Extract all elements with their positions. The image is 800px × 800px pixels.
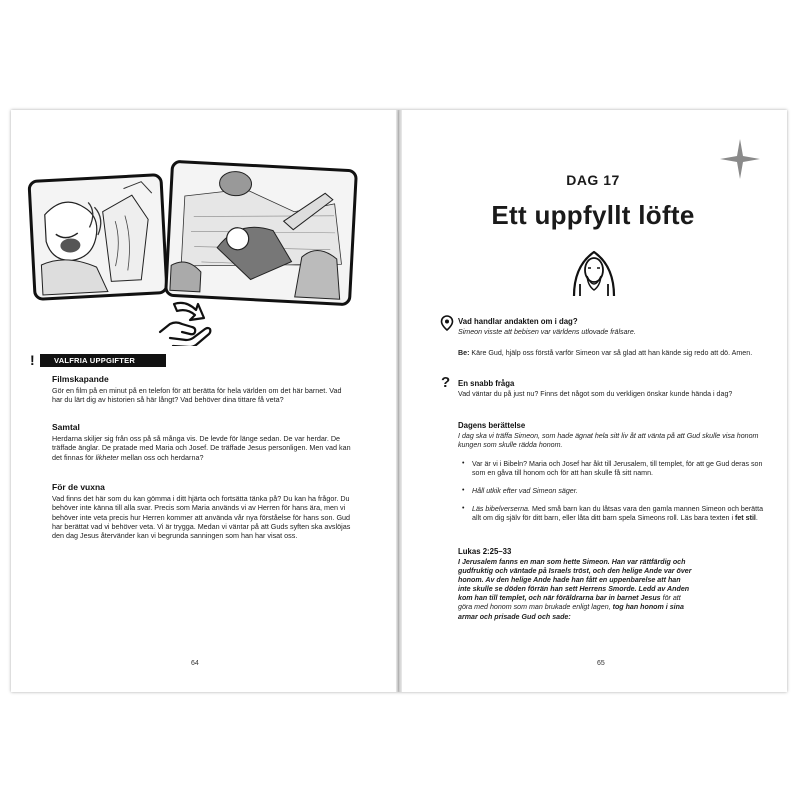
story-intro: I dag ska vi träffa Simeon, som hade ägnat hela sitt liv åt att vänta på att Gud skulle visa honom kungen som skulle rädda honom.: [458, 432, 759, 450]
simeon-portrait-icon: [566, 242, 622, 300]
illustration-panel-shepherd: [26, 172, 170, 302]
illustration-panel-crowd: [163, 160, 359, 306]
about-body: Simeon visste att bebisen var världens utlovade frälsare.: [458, 328, 636, 336]
page-title: Ett uppfyllt löfte: [491, 200, 695, 230]
story-bullet-3: Läs bibelverserna. Med små barn kan du låtsas vara den gamla mannen Simeon och berätta allt om dig själv för ditt barn, eller låta ditt barn spela Simeons roll. Läs bara texten i fet stil.: [472, 505, 764, 523]
section-body-for-adults: Vad finns det här som du kan gömma i ditt hjärta och fortsätta tänka på? Du kan ha frågor. Du behöver inte känna till alla svar. Precis som Maria används vi av Herren för hans ära, men vi behöver inte veta precis hur Herren kommer att använda vår nya förståelse för hans son. Gud har berättat vad vi behöver veta. Vi är trygga. Medan vi väntar på att Guds syften ska avslöjas den dag Jesus återvänder kan vi begrunda sanningen som han har visat oss.: [52, 494, 351, 541]
scripture-line: armar och prisade Gud och sade:: [458, 612, 571, 621]
scripture-reference: Lukas 2:25–33: [458, 547, 512, 556]
scripture-line: göra med honom som man brukade enligt lagen, tog han honom i sina: [458, 603, 684, 612]
day-label: DAG 17: [566, 172, 620, 188]
page-number-left: 64: [191, 660, 199, 667]
scripture-line: honom. Av den helige Ande hade han fått en uppenbarelse att han: [458, 576, 681, 585]
bullet-dot: •: [462, 460, 465, 467]
book-spine: [396, 110, 402, 692]
page-number-right: 65: [597, 660, 605, 667]
bullet-dot: •: [462, 487, 465, 494]
scripture-text: [458, 558, 768, 622]
section-body-filmmaking: Gör en film på en minut på en telefon för att berätta för hela världen om det här barnet. Vad har du lärt dig av historien så här långt? Vad behöver dina tittare få veta?: [52, 386, 342, 405]
about-heading: Vad handlar andakten om i dag?: [458, 317, 578, 326]
prayer-text: Be: Käre Gud, hjälp oss förstå varför Simeon var så glad att han kände sig redo att dö. Amen.: [458, 349, 753, 357]
question-mark-icon: ?: [441, 374, 451, 391]
quick-question-body: Vad väntar du på just nu? Finns det något som du verkligen önskar kunde hända i dag?: [458, 390, 733, 398]
scripture-line: inte skulle se döden förrän han sett Herrens Smorde. Ledd av Anden: [458, 585, 690, 594]
story-bullet-2: Håll utkik efter vad Simeon säger.: [472, 487, 578, 495]
hand-share-icon: [156, 298, 214, 346]
location-pin-icon: [440, 315, 454, 331]
exclamation-icon: !: [30, 352, 35, 368]
section-heading-filmmaking: Filmskapande: [52, 374, 109, 384]
scripture-line: I Jerusalem fanns en man som hette Simeon. Han var rättfärdig och: [458, 558, 686, 566]
story-bullet-1: Var är vi i Bibeln? Maria och Josef har åkt till Jerusalem, till templet, för att ge Gud deras son som en gåva till honom och för att han skulle få sitt namn.: [472, 460, 763, 478]
section-heading-for-adults: För de vuxna: [52, 482, 105, 492]
scripture-line: gudfruktig och väntade på Israels tröst, och den helige Ande var över: [458, 567, 692, 576]
section-heading-conversation: Samtal: [52, 422, 80, 432]
bullet-dot: •: [462, 505, 465, 512]
optional-tasks-badge: VALFRIA UPPGIFTER: [40, 354, 166, 367]
quick-question-heading: En snabb fråga: [458, 379, 515, 388]
story-heading: Dagens berättelse: [458, 421, 526, 430]
section-body-conversation: Herdarna skiljer sig från oss på så många vis. De levde för länge sedan. De var herdar. De träffade änglar. De pratade med Maria och Josef. De träffade Jesus personligen. Men vad kan det finnas för likheter mellan oss och herdarna?: [52, 434, 351, 462]
scripture-line: kom han till templet, och när föräldrarna bar in barnet Jesus för att: [458, 594, 681, 603]
